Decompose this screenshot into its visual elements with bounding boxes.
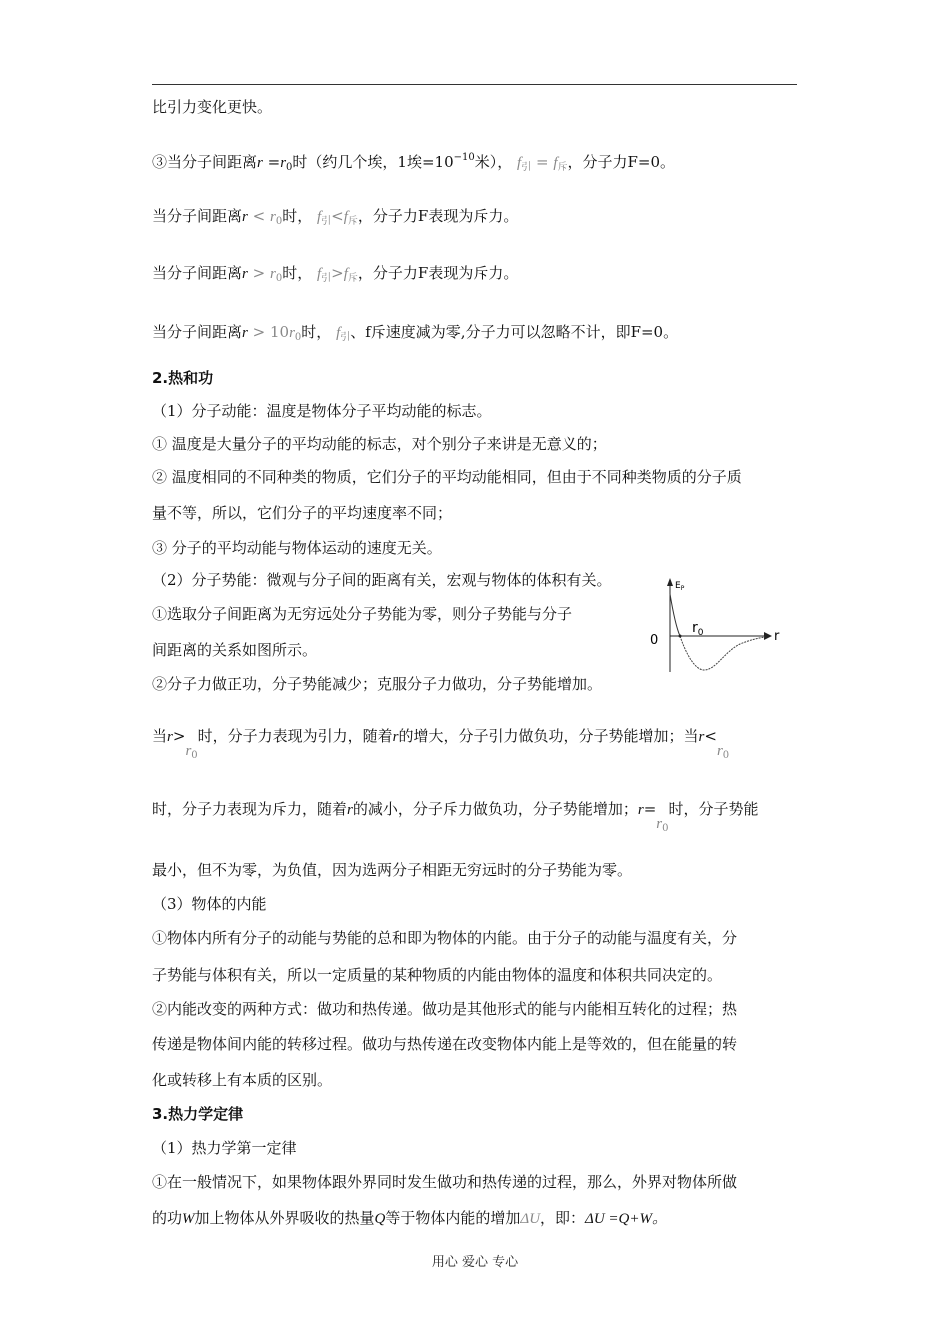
text-line: 量不等，所以，它们分子的平均速度率不同； bbox=[152, 504, 453, 522]
section-heading: 2.热和功 bbox=[152, 369, 214, 387]
page-footer: 用心 爱心 专心 bbox=[431, 1255, 519, 1270]
text-line: 传递是物体间内能的转移过程。做功与热传递在改变物体内能上是等效的，但在能量的转 bbox=[152, 1035, 738, 1053]
curve-solid bbox=[670, 594, 680, 636]
text-line: 化或转移上有本质的区别。 bbox=[152, 1071, 333, 1089]
text-line: 比引力变化更快。 bbox=[152, 98, 273, 116]
text-line: 当分子间距离$r > r_0$时， $f_引>f_斥$，分子力F表现为斥力。 bbox=[152, 264, 519, 284]
text-line: 间距离的关系如图所示。 bbox=[152, 641, 318, 659]
text-line: ③ 分子的平均动能与物体运动的速度无关。 bbox=[152, 539, 442, 557]
text-line: ② 温度相同的不同种类的物质，它们分子的平均动能相同，但由于不同种类物质的分子质 bbox=[152, 468, 742, 486]
y-axis-arrow bbox=[667, 578, 673, 586]
text-line: 的功W加上物体从外界吸收的热量Q等于物体内能的增加ΔU，即：ΔU =Q+W。 bbox=[152, 1209, 668, 1227]
text-line: 时，分子力表现为斥力，随着r的减小，分子斥力做负功，分子势能增加；$r=r_0$时，分子势能 bbox=[152, 800, 759, 834]
text-line: （1）热力学第一定律 bbox=[152, 1139, 297, 1157]
text-line: ①在一般情况下，如果物体跟外界同时发生做功和热传递的过程，那么，外界对物体所做 bbox=[152, 1173, 738, 1191]
text-line: ① 温度是大量分子的平均动能的标志，对个别分子来讲是无意义的； bbox=[152, 435, 607, 453]
text-line: ①物体内所有分子的动能与势能的总和即为物体的内能。由于分子的动能与温度有关，分 bbox=[152, 929, 738, 947]
text-line: 最小，但不为零，为负值，因为选两分子相距无穷远时的分子势能为零。 bbox=[152, 861, 633, 879]
section-heading: 3.热力学定律 bbox=[152, 1105, 244, 1123]
text-line: 当$r>r_0$时，分子力表现为引力，随着r的增大，分子引力做负功，分子势能增加；当$r<r_0$ bbox=[152, 727, 730, 761]
text-line: ②内能改变的两种方式：做功和热传递。做功是其他形式的能与内能相互转化的过程；热 bbox=[152, 1000, 738, 1018]
ep-label: $E_P$ bbox=[675, 581, 685, 592]
text-line: （2）分子势能：微观与分子间的距离有关，宏观与物体的体积有关。 bbox=[152, 571, 612, 589]
text-line: 子势能与体积有关，所以一定质量的某种物质的内能由物体的温度和体积共同决定的。 bbox=[152, 966, 723, 984]
r-axis-label: r bbox=[774, 629, 780, 644]
origin-label: 0 bbox=[650, 633, 659, 648]
text-line: 当分子间距离$r > 10r_0$时， $f_引$、f斥速度减为零,分子力可以忽略不计，即F=0。 bbox=[152, 323, 679, 343]
text-line: （1）分子动能：温度是物体分子平均动能的标志。 bbox=[152, 402, 492, 420]
curve-dashed bbox=[680, 636, 765, 670]
text-line: （3）物体的内能 bbox=[152, 895, 267, 913]
header-rule bbox=[152, 84, 797, 85]
text-line: ①选取分子间距离为无穷远处分子势能为零，则分子势能与分子 bbox=[152, 605, 573, 623]
r0-label: $r_0$ bbox=[692, 620, 704, 638]
potential-energy-graph bbox=[640, 572, 790, 682]
text-line: ③当分子间距离$r =r_0$时（约几个埃，1埃$=10^{-10}$米）， $f_引 = f_斥$，分子力F=0。 bbox=[152, 152, 676, 173]
x-axis-arrow bbox=[764, 632, 772, 640]
text-line: 当分子间距离$r < r_0$时， $f_引<f_斥$，分子力F表现为斥力。 bbox=[152, 207, 519, 227]
r0-point bbox=[679, 635, 682, 638]
text-line: ②分子力做正功，分子势能减少；克服分子力做功，分子势能增加。 bbox=[152, 675, 603, 693]
